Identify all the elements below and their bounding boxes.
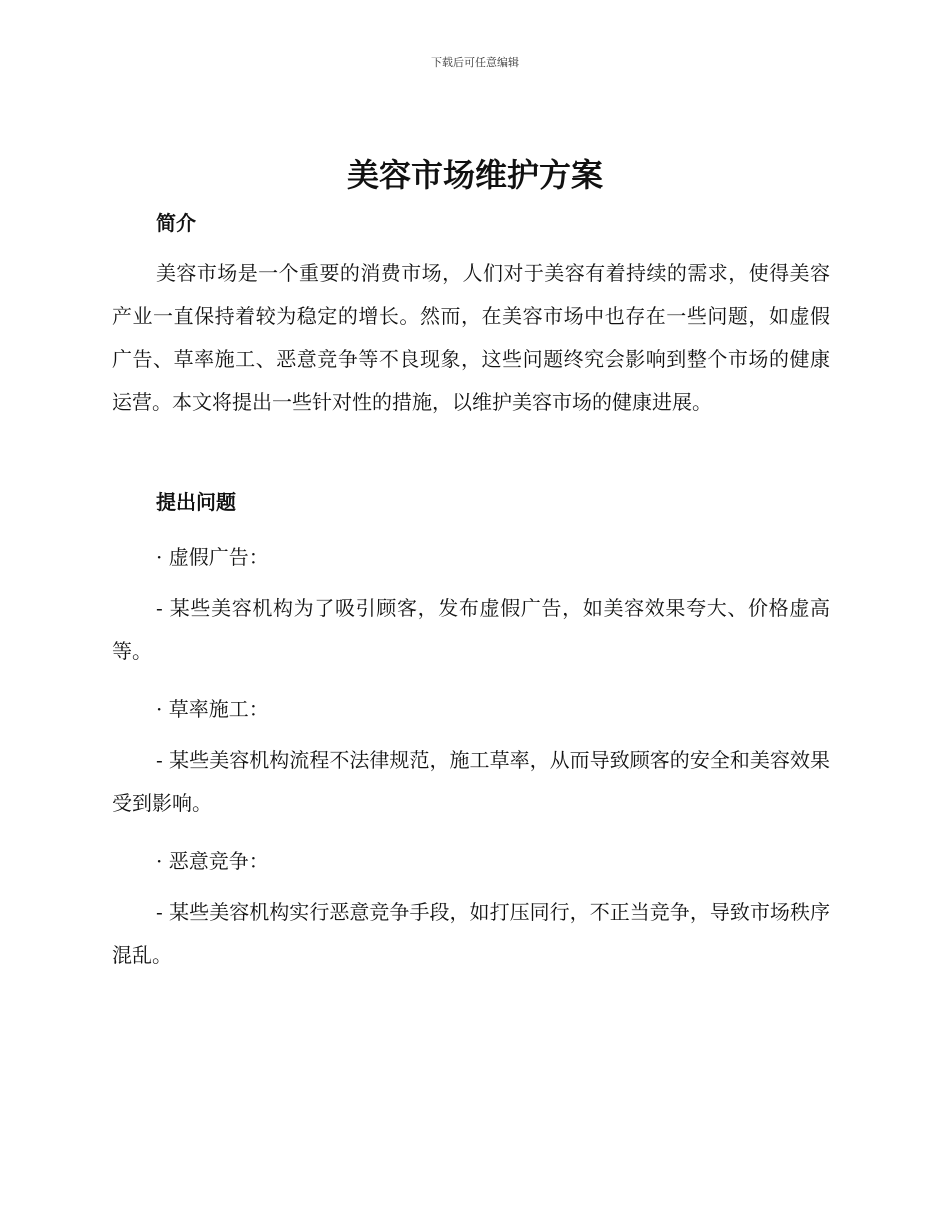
- problem-bullet-malicious-competition: · 恶意竞争：: [156, 849, 269, 873]
- problem-detail-malicious-competition: - 某些美容机构实行恶意竞争手段，如打压同行，不正当竞争，导致市场秩序混乱。: [112, 900, 830, 967]
- document-title: 美容市场维护方案: [346, 156, 603, 194]
- problem-detail-false-ads: - 某些美容机构为了吸引顾客，发布虚假广告，如美容效果夸大、价格虚高等。: [112, 596, 830, 663]
- problem-bullet-careless-work: · 草率施工：: [156, 697, 269, 721]
- problem-bullet-false-ads: · 虚假广告：: [156, 545, 269, 569]
- section-heading-problems: 提出问题: [156, 490, 236, 514]
- intro-paragraph: 美容市场是一个重要的消费市场，人们对于美容有着持续的需求，使得美容产业一直保持着较为稳定的增长。然而，在美容市场中也存在一些问题，如虚假广告、草率施工、恶意竞争等不良现象，这些问题终究会影响到整个市场的健康运营。本文将提出一些针对性的措施，以维护美容市场的健康进展。: [112, 261, 830, 414]
- problem-detail-careless-work: - 某些美容机构流程不法律规范，施工草率，从而导致顾客的安全和美容效果受到影响。: [112, 748, 830, 815]
- header-note: 下载后可任意编辑: [431, 56, 519, 69]
- section-heading-intro: 简介: [156, 211, 196, 235]
